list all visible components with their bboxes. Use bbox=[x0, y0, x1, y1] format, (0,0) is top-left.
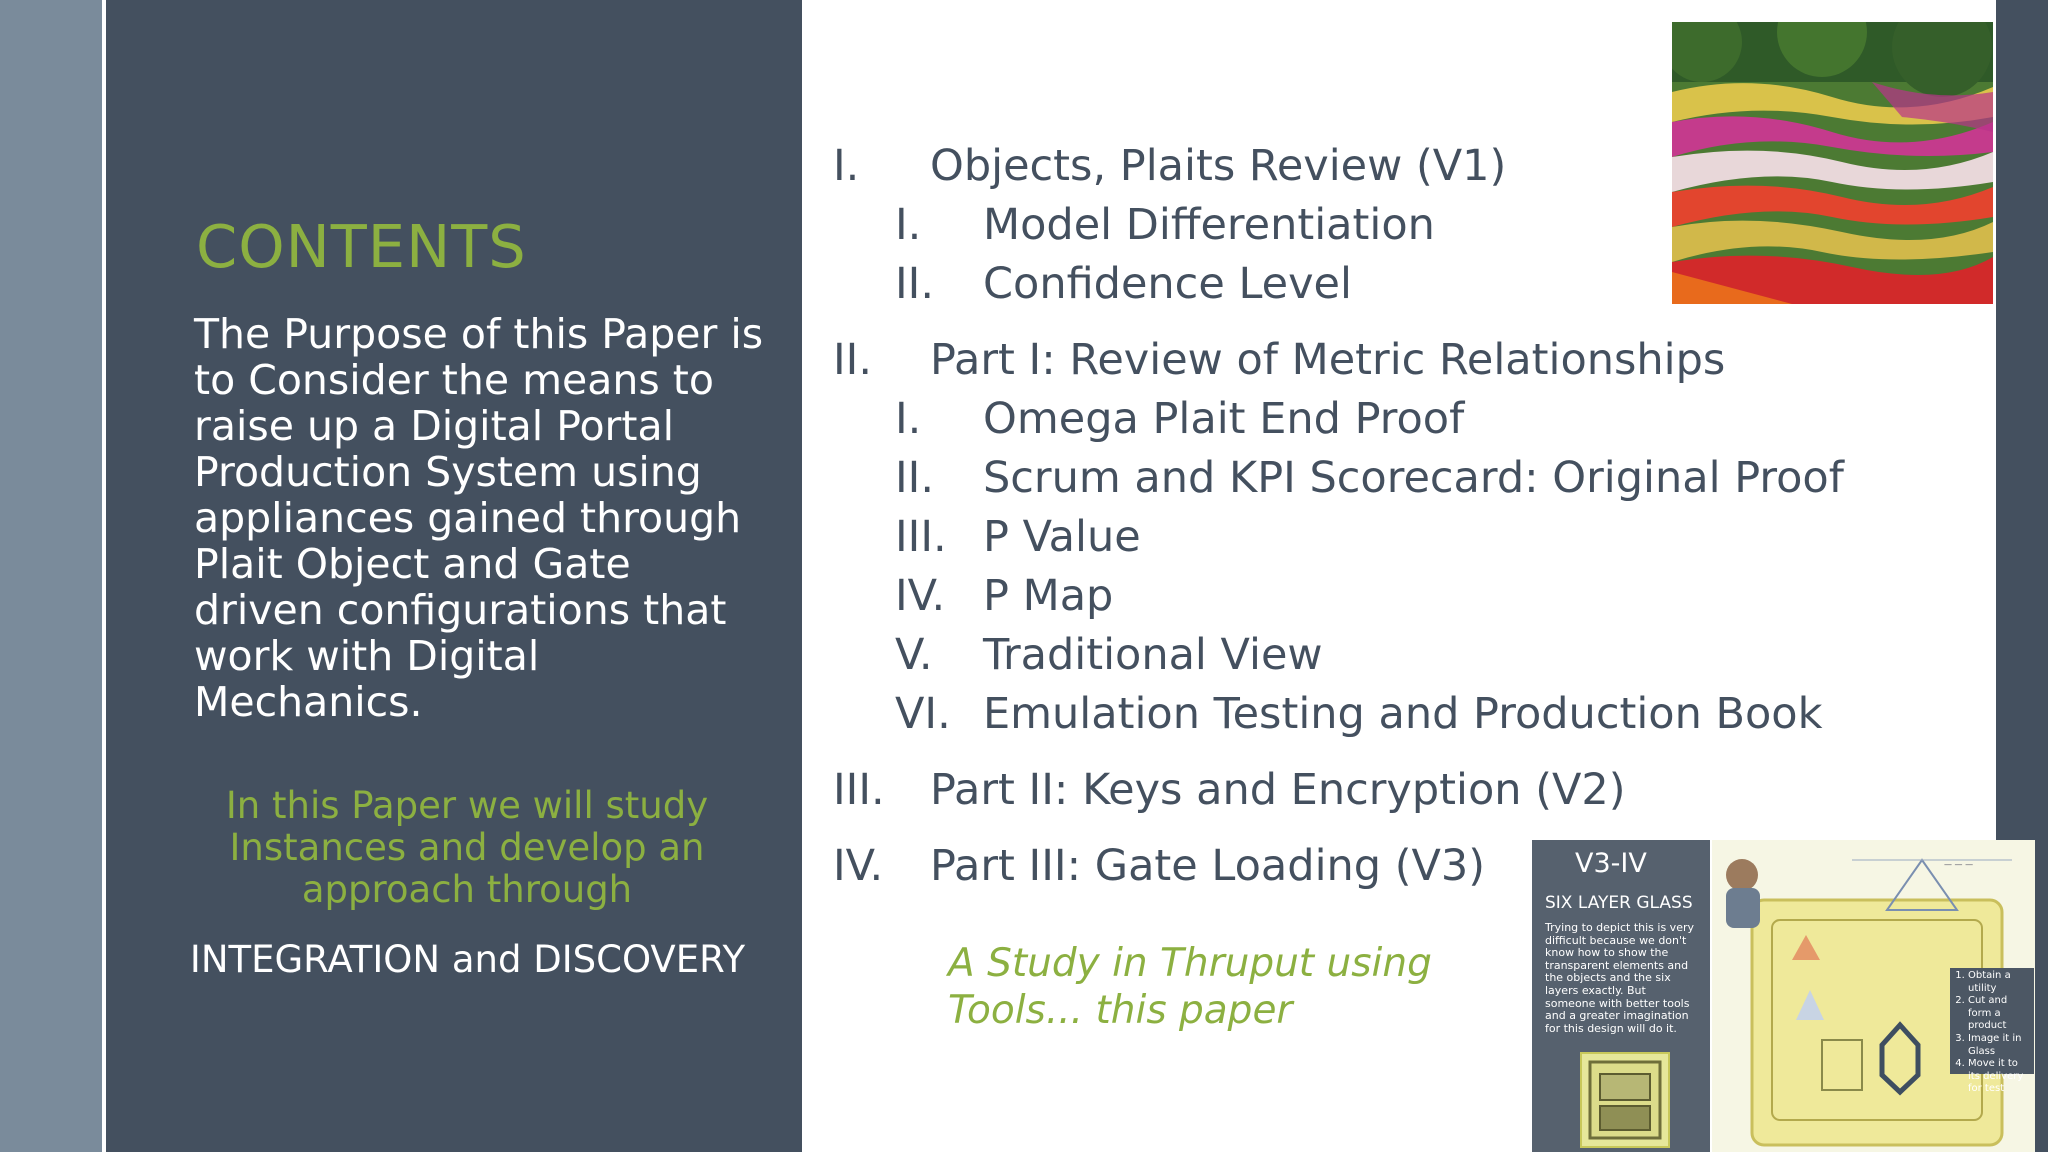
toc-section-3 bbox=[0, 765, 2048, 817]
purpose-paragraph: The Purpose of this Paper is to Consider the means to raise up a Digital Portal Production System using appliances gained through Plait Object and Gate driven configurations that work with Digital Mechanics. bbox=[194, 310, 764, 726]
v3-title: V3-IV bbox=[1575, 848, 1647, 879]
toc-item-text: P Value bbox=[983, 512, 1141, 562]
diagram-step: 3. Image it in Glass bbox=[1968, 1033, 2032, 1058]
toc-item bbox=[0, 571, 2048, 623]
toc-heading: Part III: Gate Loading (V3) bbox=[930, 841, 1486, 891]
toc-number: I. bbox=[895, 394, 922, 444]
toc-number: II. bbox=[833, 335, 873, 385]
glass-thumbnail bbox=[1580, 1052, 1670, 1148]
diagram-step: 2. Cut and form a product bbox=[1968, 995, 2032, 1033]
toc-number: VI. bbox=[895, 689, 951, 739]
toc-number: II. bbox=[895, 259, 935, 309]
toc-item bbox=[0, 394, 2048, 446]
diagram-step: 4. Move it to its delivery for test bbox=[1968, 1058, 2032, 1096]
tagline-line: A Study in Thruput using bbox=[948, 941, 1432, 986]
contents-title: CONTENTS bbox=[196, 212, 527, 281]
toc-number: IV. bbox=[833, 841, 884, 891]
toc-number: IV. bbox=[895, 571, 946, 621]
study-tagline bbox=[948, 940, 1432, 1034]
v3-description: Trying to depict this is very difficult because we don't know how to show the transparent elements and the objects and the six layers exactly. But someone with better tools and a greater imagination for this design will do it. bbox=[1545, 921, 1694, 1035]
tagline-line: Tools... this paper bbox=[948, 988, 1293, 1033]
toc-section-2 bbox=[0, 335, 2048, 387]
toc-number: I. bbox=[895, 200, 922, 250]
toc-number: III. bbox=[833, 765, 885, 815]
toc-item bbox=[0, 453, 2048, 505]
toc-number: III. bbox=[895, 512, 947, 562]
toc-item-text: P Map bbox=[983, 571, 1114, 621]
toc-item bbox=[0, 512, 2048, 564]
toc-item-text: Confidence Level bbox=[983, 259, 1352, 309]
diagram-step: 1. Obtain a utility bbox=[1968, 970, 2032, 995]
tulip-garden-photo bbox=[1672, 22, 1993, 304]
toc-heading: Part I: Review of Metric Relationships bbox=[930, 335, 1726, 385]
toc-item-text: Traditional View bbox=[983, 630, 1323, 680]
toc-heading: Objects, Plaits Review (V1) bbox=[930, 141, 1507, 191]
study-statement: In this Paper we will study Instances and develop an approach through bbox=[225, 784, 709, 911]
v3-subtitle: SIX LAYER GLASS bbox=[1545, 893, 1693, 913]
toc-number: V. bbox=[895, 630, 933, 680]
toc-number: I. bbox=[833, 141, 860, 191]
toc-section-4 bbox=[0, 841, 1520, 893]
toc-item bbox=[0, 689, 2048, 741]
toc-item-text: Scrum and KPI Scorecard: Original Proof bbox=[983, 453, 1844, 503]
diagram-steps-box bbox=[1950, 968, 2034, 1095]
toc-item-text: Emulation Testing and Production Book bbox=[983, 689, 1823, 739]
toc-number: II. bbox=[895, 453, 935, 503]
svg-text:— — —: — — — bbox=[1944, 860, 1974, 869]
toc-item-text: Model Differentiation bbox=[983, 200, 1435, 250]
toc-item-text: Omega Plait End Proof bbox=[983, 394, 1465, 444]
integration-discovery-label: INTEGRATION and DISCOVERY bbox=[189, 938, 746, 981]
toc-item bbox=[0, 630, 2048, 682]
toc-heading: Part II: Keys and Encryption (V2) bbox=[930, 765, 1626, 815]
